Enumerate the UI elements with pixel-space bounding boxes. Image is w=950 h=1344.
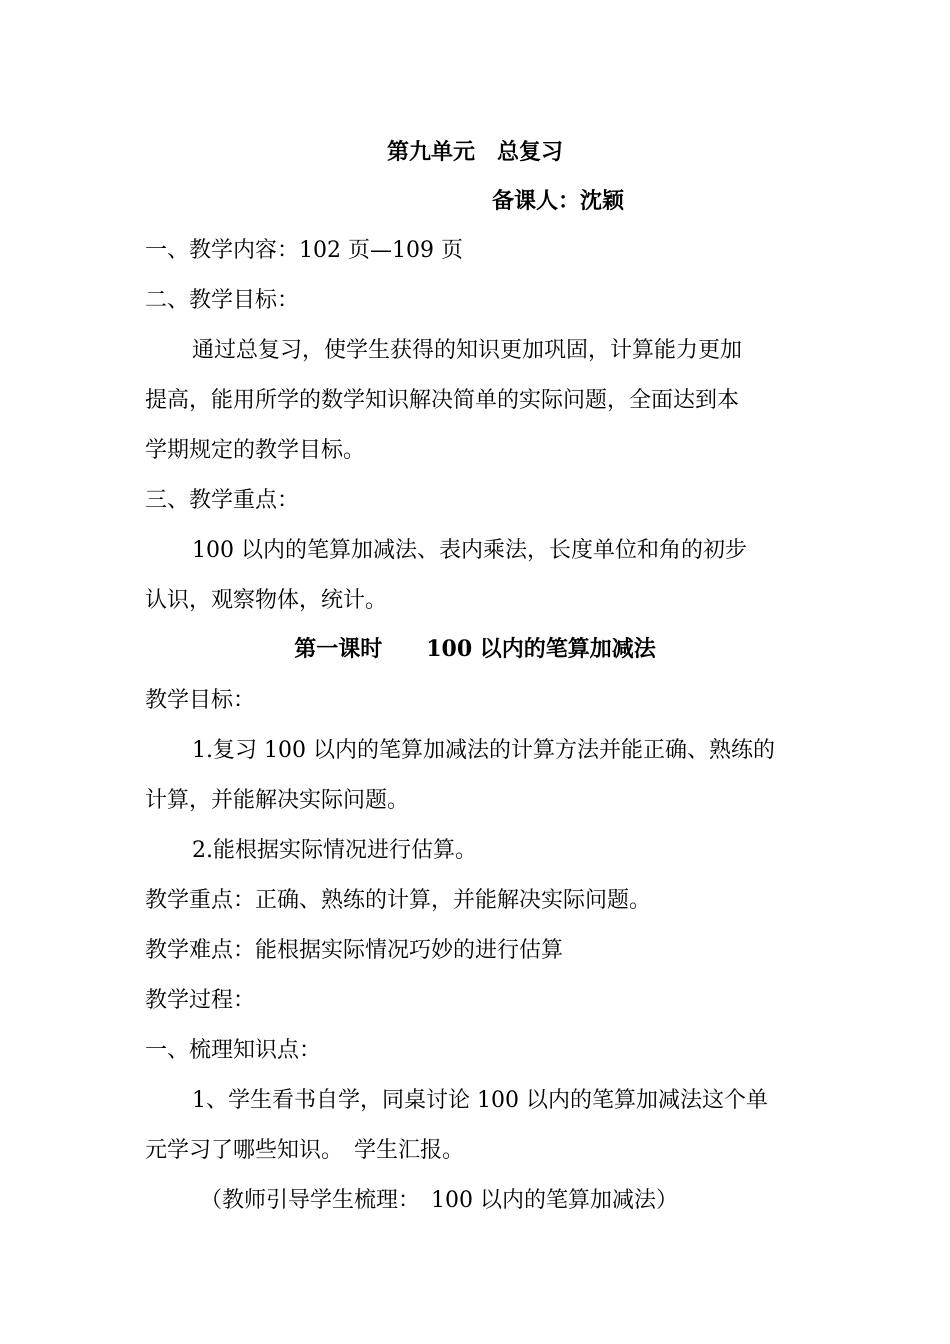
lesson-difficulties: 教学难点：能根据实际情况巧妙的进行估算 bbox=[145, 938, 564, 963]
paragraph-line: 2.能根据实际情况进行估算。 bbox=[192, 838, 477, 863]
paragraph-line: 计算，并能解决实际问题。 bbox=[145, 788, 410, 813]
objectives-heading: 二、教学目标： bbox=[145, 288, 300, 313]
paragraph-line: 1、学生看书自学，同桌讨论 100 以内的笔算加减法这个单 bbox=[192, 1088, 768, 1113]
lesson-key-points: 教学重点：正确、熟练的计算，并能解决实际问题。 bbox=[145, 888, 652, 913]
paragraph-line: 1.复习 100 以内的笔算加减法的计算方法并能正确、熟练的 bbox=[192, 738, 775, 763]
lesson-objectives-heading: 教学目标： bbox=[145, 688, 256, 713]
paragraph-line: 100 以内的笔算加减法、表内乘法，长度单位和角的初步 bbox=[192, 538, 747, 563]
paragraph-line: 学期规定的教学目标。 bbox=[145, 438, 366, 463]
paragraph-line: 通过总复习，使学生获得的知识更加巩固，计算能力更加 bbox=[192, 338, 743, 363]
paragraph-line: 认识，观察物体，统计。 bbox=[145, 588, 388, 613]
preparer-line: 备课人：沈颖 bbox=[492, 188, 625, 214]
content-line: 一、教学内容：102 页—109 页 bbox=[145, 238, 463, 263]
lesson-process-heading: 教学过程： bbox=[145, 988, 256, 1013]
key-points-heading: 三、教学重点： bbox=[145, 488, 300, 513]
section-heading: 一、梳理知识点： bbox=[145, 1038, 322, 1063]
unit-title: 第九单元 总复习 bbox=[386, 139, 563, 165]
paragraph-line: （教师引导学生梳理： 100 以内的笔算加减法） bbox=[200, 1188, 678, 1213]
paragraph-line: 元学习了哪些知识。 学生汇报。 bbox=[145, 1138, 465, 1163]
paragraph-line: 提高，能用所学的数学知识解决简单的实际问题，全面达到本 bbox=[145, 388, 740, 413]
lesson-title: 第一课时 100 以内的笔算加减法 bbox=[294, 636, 656, 662]
